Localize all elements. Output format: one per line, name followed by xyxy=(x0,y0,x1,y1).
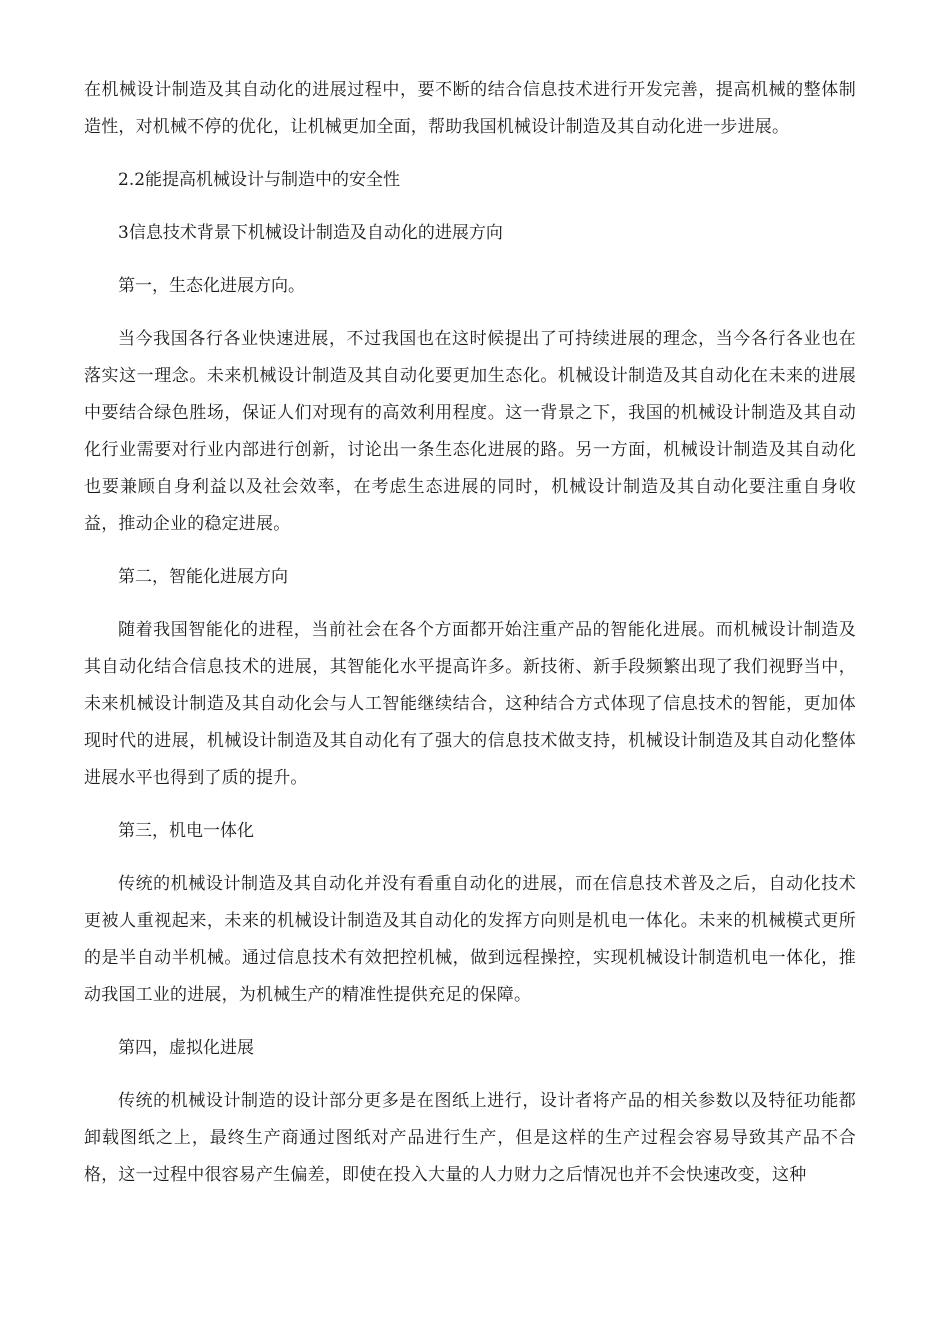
paragraph-mechatronics: 传统的机械设计制造及其自动化并没有看重自动化的进展，而在信息技术普及之后，自动化技术更被人重视起来，未来的机械设计制造及其自动化的发挥方向则是机电一体化。未来的机械模式更所的是半自动半机械。通过信息技术有效把控机械，做到远程操控，实现机械设计制造机电一体化，推动我国工业的进展，为机械生产的精准性提供充足的保障。 xyxy=(84,874,856,1005)
subheading-virtualization: 第四，虚拟化进展 xyxy=(118,1038,254,1058)
section-heading-2-2: 2.2能提高机械设计与制造中的安全性 xyxy=(118,170,401,190)
section-heading-3: 3信息技术背景下机械设计制造及自动化的进展方向 xyxy=(118,223,503,243)
subheading-ecological: 第一，生态化进展方向。 xyxy=(118,276,305,296)
paragraph-virtualization: 传统的机械设计制造的设计部分更多是在图纸上进行，设计者将产品的相关参数以及特征功能都卸载图纸之上，最终生产商通过图纸对产品进行生产，但是这样的生产过程会容易导致其产品不合格，这一过程中很容易产生偏差，即使在投入大量的人力财力之后情况也并不会快速改变，这种 xyxy=(84,1091,856,1185)
paragraph-intro: 在机械设计制造及其自动化的进展过程中，要不断的结合信息技术进行开发完善，提高机械的整体制造性，对机械不停的优化，让机械更加全面，帮助我国机械设计制造及其自动化进一步进展。 xyxy=(84,80,856,137)
document-body xyxy=(84,72,856,1210)
subheading-intelligent: 第二，智能化进展方向 xyxy=(118,567,288,587)
paragraph-intelligent: 随着我国智能化的进程，当前社会在各个方面都开始注重产品的智能化进展。而机械设计制造及其自动化结合信息技术的进展，其智能化水平提高许多。新技術、新手段频繁出现了我们视野当中，未来机械设计制造及其自动化会与人工智能继续结合，这种结合方式体现了信息技术的智能，更加体现时代的进展，机械设计制造及其自动化有了强大的信息技术做支持，机械设计制造及其自动化整体进展水平也得到了质的提升。 xyxy=(84,620,856,788)
subheading-mechatronics: 第三，机电一体化 xyxy=(118,821,254,841)
paragraph-ecological: 当今我国各行各业快速进展，不过我国也在这时候提出了可持续进展的理念，当今各行各业也在落实这一理念。未来机械设计制造及其自动化要更加生态化。机械设计制造及其自动化在未来的进展中要结合绿色胜场，保证人们对现有的高效利用程度。这一背景之下，我国的机械设计制造及其自动化行业需要对行业内部进行创新，讨论出一条生态化进展的路。另一方面，机械设计制造及其自动化也要兼顾自身利益以及社会效率，在考虑生态进展的同时，机械设计制造及其自动化要注重自身收益，推动企业的稳定进展。 xyxy=(84,329,856,534)
